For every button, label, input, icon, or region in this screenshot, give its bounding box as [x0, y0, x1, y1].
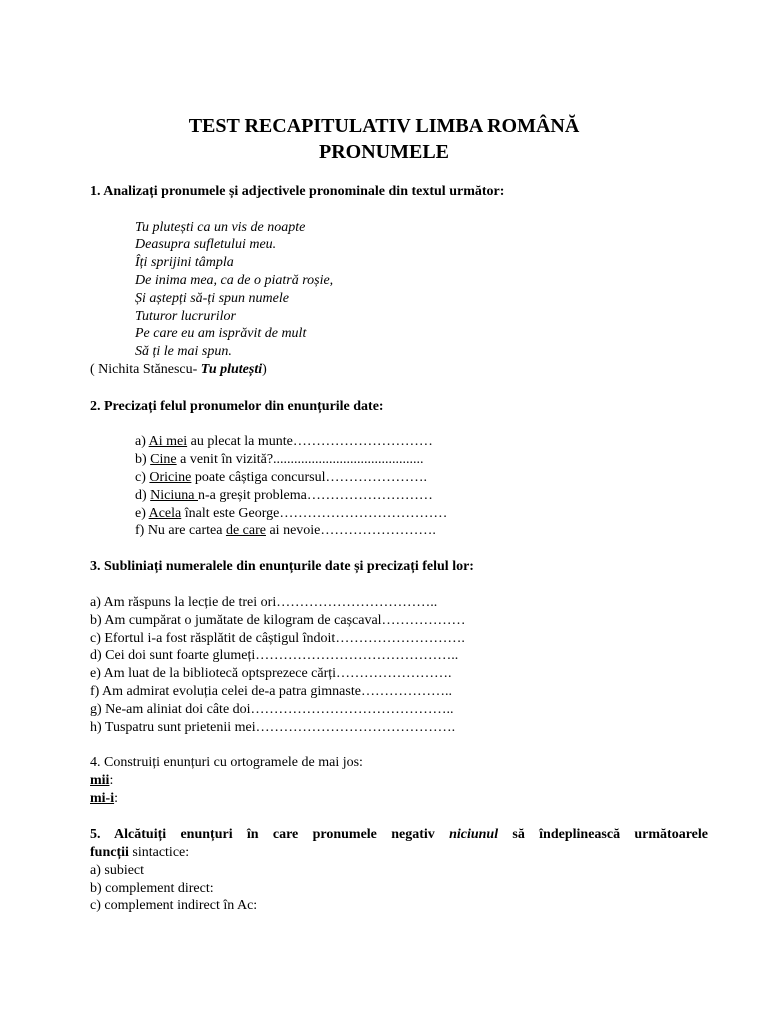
underlined-pronoun: de care [225, 523, 266, 538]
q2-item [135, 469, 427, 487]
underlined-pronoun: Cine [150, 452, 177, 467]
item-text: poate câștiga concursul…………………. [191, 470, 427, 485]
underlined-pronoun: Acela [148, 506, 182, 521]
item-prefix: e) [135, 506, 149, 521]
item-text: ai nevoie……………………. [265, 523, 436, 538]
poem-line: Tu plutești ca un vis de noapte [135, 220, 306, 235]
q4-heading: 4. Construiți enunțuri cu ortogramele de mai jos: [90, 755, 363, 770]
source-title: Tu plutești [200, 362, 263, 377]
page-title: TEST RECAPITULATIV LIMBA ROMÂNĂ [188, 115, 580, 137]
ortogram-suffix: : [109, 773, 114, 788]
poem-line: Să ți le mai spun. [135, 344, 232, 359]
poem-line: Îți sprijini tâmpla [135, 255, 234, 270]
underlined-pronoun: Ai mei [148, 434, 188, 449]
q3-item: g) Ne-am aliniat doi câte doi…………………………………….. [90, 702, 454, 717]
ortogram-suffix: : [114, 791, 118, 806]
q2-heading: 2. Precizați felul pronumelor din enunțurile date: [90, 399, 384, 414]
source-prefix: ( Nichita Stănescu- [90, 362, 201, 377]
item-text: înalt este George……………………………… [181, 506, 448, 521]
poem-line: De inima mea, ca de o piatră roșie, [135, 273, 334, 288]
q2-item [135, 451, 424, 469]
q3-heading: 3. Subliniați numeralele din enunțurile date și precizați felul lor: [90, 559, 474, 574]
item-prefix: a) [135, 434, 149, 449]
item-text: n-a greșit problema……………………… [198, 488, 433, 503]
underlined-pronoun: Oricine [149, 470, 192, 485]
q3-item: d) Cei doi sunt foarte glumeți…………………………………….. [90, 648, 459, 663]
q3-item: c) Efortul i-a fost răsplătit de câștigul îndoit………………………. [90, 631, 465, 646]
item-text: au plecat la munte………………………… [187, 434, 433, 449]
q2-item [135, 505, 447, 523]
q4-item [90, 790, 118, 808]
ortogram-word: mi-i [90, 791, 115, 806]
page-subtitle: PRONUMELE [319, 141, 449, 163]
q2-item [135, 487, 433, 505]
q5-keyword: niciunul [449, 827, 499, 842]
item-prefix: b) [135, 452, 151, 467]
q5-item: b) complement direct: [90, 881, 214, 896]
source-suffix: ) [262, 362, 267, 377]
q4-item [90, 772, 113, 790]
item-prefix: d) [135, 488, 151, 503]
q3-item: f) Am admirat evoluția celei de-a patra gimnaste……………….. [90, 684, 452, 699]
poem-line: Pe care eu am isprăvit de mult [135, 326, 307, 341]
q5-item: a) subiect [90, 863, 145, 878]
item-prefix: f) Nu are cartea [135, 523, 226, 538]
poem-source [90, 361, 267, 379]
q5-functions-rest: sintactice: [128, 845, 190, 860]
item-prefix: c) [135, 470, 150, 485]
q5-item: c) complement indirect în Ac: [90, 898, 258, 913]
q2-item [135, 433, 433, 451]
q3-item: e) Am luat de la bibliotecă optsprezece cărți……………………. [90, 666, 452, 681]
q5-functions-word: funcții [90, 845, 129, 860]
q1-heading: 1. Analizați pronumele și adjectivele pronominale din textul următor: [90, 184, 505, 199]
q5-heading-line2 [90, 844, 189, 862]
q3-item: a) Am răspuns la lecție de trei ori…………………………….. [90, 595, 438, 610]
underlined-pronoun: Niciuna [150, 488, 198, 503]
ortogram-word: mii [90, 773, 110, 788]
q3-item: h) Tuspatru sunt prietenii mei……………………………………. [90, 720, 456, 735]
item-text: a venit în vizită?........................................... [176, 452, 424, 467]
q5-heading-start: 5. Alcătuiți enunțuri în care pronumele negativ [90, 827, 450, 842]
q3-item: b) Am cumpărat o jumătate de kilogram de cașcaval……………… [90, 613, 466, 628]
poem-line: Tuturor lucrurilor [135, 309, 237, 324]
poem-line: Deasupra sufletului meu. [135, 237, 277, 252]
q5-heading [90, 826, 708, 844]
q5-heading-end: să îndeplinească următoarele [498, 827, 708, 842]
q2-item [135, 522, 436, 540]
poem-line: Și aștepți să-ți spun numele [135, 291, 289, 306]
